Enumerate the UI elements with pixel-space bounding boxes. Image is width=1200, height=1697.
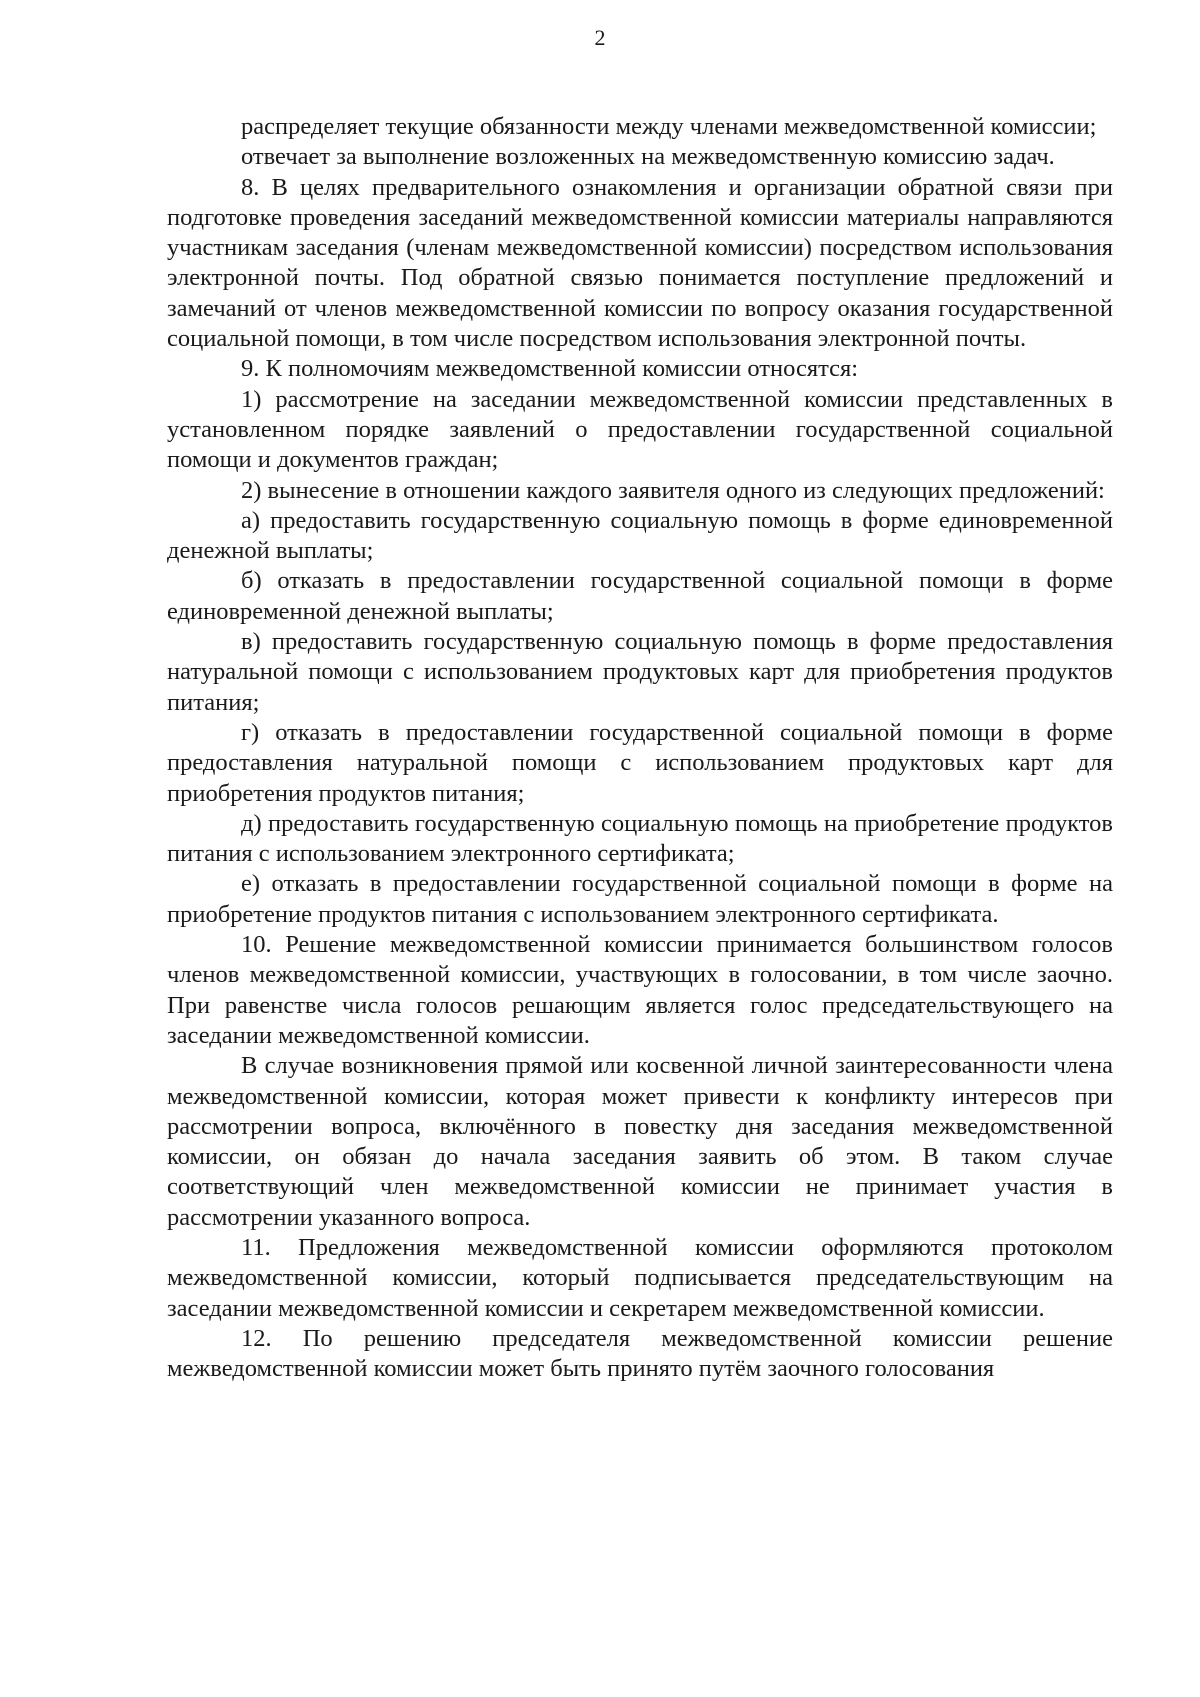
paragraph-responsible-for-tasks: отвечает за выполнение возложенных на межведомственную комиссию задач. bbox=[241, 143, 1055, 171]
paragraph-item-9: 9. К полномочиям межведомственной комиссии относятся: bbox=[241, 355, 859, 383]
paragraph-option-g: г) отказать в предоставлении государственной социальной помощи в форме предоставления натуральной помощи с использованием продуктовых карт для приобретения продуктов питания; bbox=[167, 718, 1113, 807]
document-body bbox=[167, 112, 1113, 1384]
paragraph-subitem-1: 1) рассмотрение на заседании межведомственной комиссии представленных в установленном порядке заявлений о предоставлении государственной социальной помощи и документов граждан; bbox=[167, 385, 1113, 474]
paragraph-subitem-2: 2) вынесение в отношении каждого заявителя одного из следующих предложений: bbox=[241, 476, 1105, 504]
paragraph-item-8: 8. В целях предварительного ознакомления и организации обратной связи при подготовке проведения заседаний межведомственной комиссии материалы направляются участникам заседания (членам межведомственной комиссии) посредством использования электронной почты. Под обратной связью понимается поступление предложений и замечаний от членов межведомственной комиссии по вопросу оказания государственной социальной помощи, в том числе посредством использования электронной почты. bbox=[167, 173, 1113, 353]
page-number: 2 bbox=[594, 25, 606, 50]
paragraph-distributes-duties: распределяет текущие обязанности между членами межведомственной комиссии; bbox=[241, 113, 1097, 140]
paragraph-option-v: в) предоставить государственную социальную помощь в форме предоставления натуральной помощи с использованием продуктовых карт для приобретения продуктов питания; bbox=[167, 628, 1113, 716]
paragraph-option-b: б) отказать в предоставлении государственной социальной помощи в форме единовременной денежной выплаты; bbox=[167, 567, 1113, 625]
paragraph-item-12: 12. По решению председателя межведомственной комиссии решение межведомственной комиссии может быть принято путём заочного голосования bbox=[167, 1324, 1113, 1383]
paragraph-option-a: а) предоставить государственную социальную помощь в форме единовременной денежной выплаты; bbox=[167, 506, 1113, 565]
paragraph-item-11: 11. Предложения межведомственной комиссии оформляются протоколом межведомственной комиссии, который подписывается председательствующим на заседании межведомственной комиссии и секретарем межведомственной комиссии. bbox=[167, 1233, 1113, 1322]
paragraph-option-d: д) предоставить государственную социальную помощь на приобретение продуктов питания с использованием электронного сертификата; bbox=[167, 809, 1113, 868]
paragraph-conflict-of-interest: В случае возникновения прямой или косвенной личной заинтересованности члена межведомственной комиссии, которая может привести к конфликту интересов при рассмотрении вопроса, включённого в повестку дня заседания межведомственной комиссии, он обязан до начала заседания заявить об этом. В таком случае соответствующий член межведомственной комиссии не принимает участия в рассмотрении указанного вопроса. bbox=[167, 1052, 1113, 1231]
paragraph-option-e: е) отказать в предоставлении государственной социальной помощи в форме на приобретение продуктов питания с использованием электронного сертификата. bbox=[167, 870, 1113, 928]
paragraph-item-10: 10. Решение межведомственной комиссии принимается большинством голосов членов межведомственной комиссии, участвующих в голосовании, в том числе заочно. При равенстве числа голосов решающим является голос председательствующего на заседании межведомственной комиссии. bbox=[167, 931, 1113, 1049]
